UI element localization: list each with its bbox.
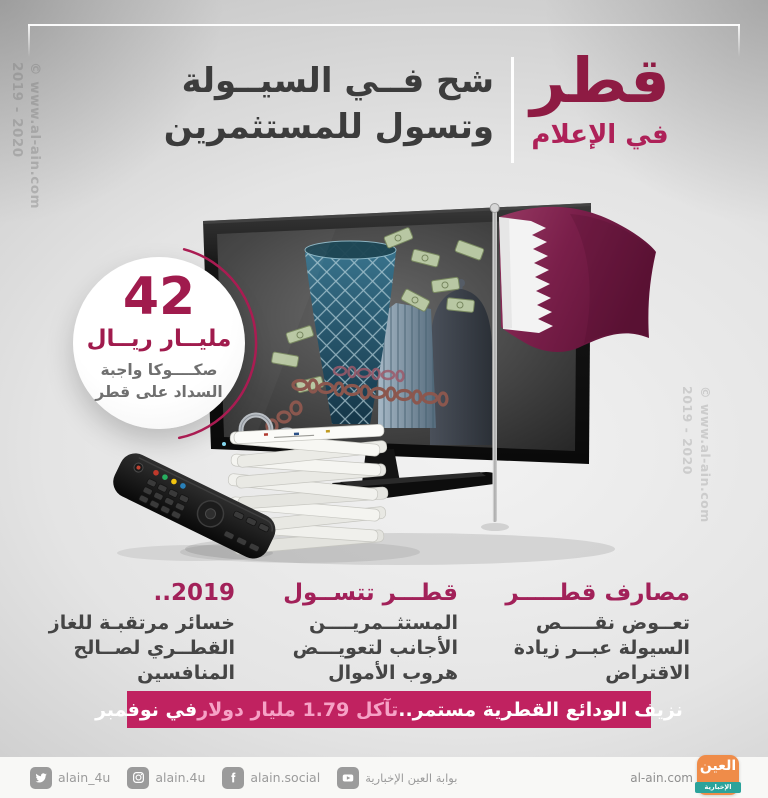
- badge-detail-line1: صكــــوكا واجبة: [100, 361, 218, 379]
- column-line: المنافسين: [137, 662, 235, 684]
- banner-highlight: تآكل 1.79 مليار دولار: [197, 698, 399, 721]
- sukuk-badge: [73, 257, 245, 429]
- column-line: الاقتراض: [605, 662, 690, 684]
- social-twitter[interactable]: [30, 767, 110, 789]
- watermark-copyright: © www.al-ain.com: [698, 386, 713, 523]
- brand-title: قطر: [530, 44, 670, 117]
- social-facebook[interactable]: [222, 767, 320, 789]
- column-heading: 2019..: [153, 580, 235, 606]
- alain-logo-title: العين: [699, 758, 737, 774]
- column-banks: [490, 579, 690, 686]
- column-line: السيولة عبــر زيادة: [513, 637, 690, 659]
- site-url[interactable]: al-ain.com: [630, 770, 693, 785]
- social-links: [30, 757, 457, 798]
- instagram-icon: [127, 767, 149, 789]
- column-heading: مصارف قطـــــر: [505, 580, 690, 606]
- banner-text-end: في نوفمبر: [95, 698, 198, 721]
- badge-value: 42: [122, 267, 196, 327]
- social-instagram[interactable]: [127, 767, 205, 789]
- badge-unit: مليــار ريــال: [86, 326, 232, 352]
- footer-bar: [0, 757, 768, 798]
- column-heading: قطـــر تتســول: [283, 580, 458, 606]
- banner-text-start: نزيف الودائع القطرية مستمر..: [398, 698, 683, 721]
- facebook-icon: [222, 767, 244, 789]
- watermark-years: 2019 - 2020: [680, 386, 695, 475]
- social-facebook-handle[interactable]: alain.social: [250, 770, 321, 785]
- column-line: هروب الأموال: [328, 662, 458, 684]
- social-youtube[interactable]: [337, 767, 457, 789]
- badge-accent-arc: [49, 233, 269, 453]
- column-investors: [258, 579, 458, 686]
- alain-logo-tagline: الإخبارية: [695, 782, 741, 793]
- column-gas-2019: [35, 579, 235, 686]
- flag-pole: [493, 210, 498, 522]
- twitter-icon: [30, 767, 52, 789]
- alain-logo[interactable]: [697, 755, 739, 795]
- social-youtube-handle[interactable]: بوابة العين الإخبارية: [365, 770, 458, 785]
- column-line: الأجانب لتعويـــض: [292, 637, 458, 659]
- social-instagram-handle[interactable]: alain.4u: [155, 770, 206, 785]
- brand-subtitle: في الإعلام: [531, 120, 669, 150]
- column-line: تعــوض نقـــــص: [535, 612, 690, 634]
- youtube-icon: [337, 767, 359, 789]
- watermark-years: 2019 - 2020: [9, 62, 25, 158]
- social-twitter-handle[interactable]: alain_4u: [58, 770, 111, 785]
- column-line: القطــري لصــالح: [73, 637, 235, 659]
- column-line: المستثــمريــــن: [309, 612, 458, 634]
- deposits-banner: [95, 691, 683, 728]
- headline-line1: شح فــي السيــولة: [181, 61, 494, 101]
- column-line: خسائر مرتقبـة للغاز: [48, 612, 235, 634]
- badge-detail-line2: السداد على قطر: [95, 383, 223, 401]
- headline-line2: وتسول للمستثمرين: [163, 107, 494, 147]
- watermark-copyright: © www.al-ain.com: [27, 62, 43, 210]
